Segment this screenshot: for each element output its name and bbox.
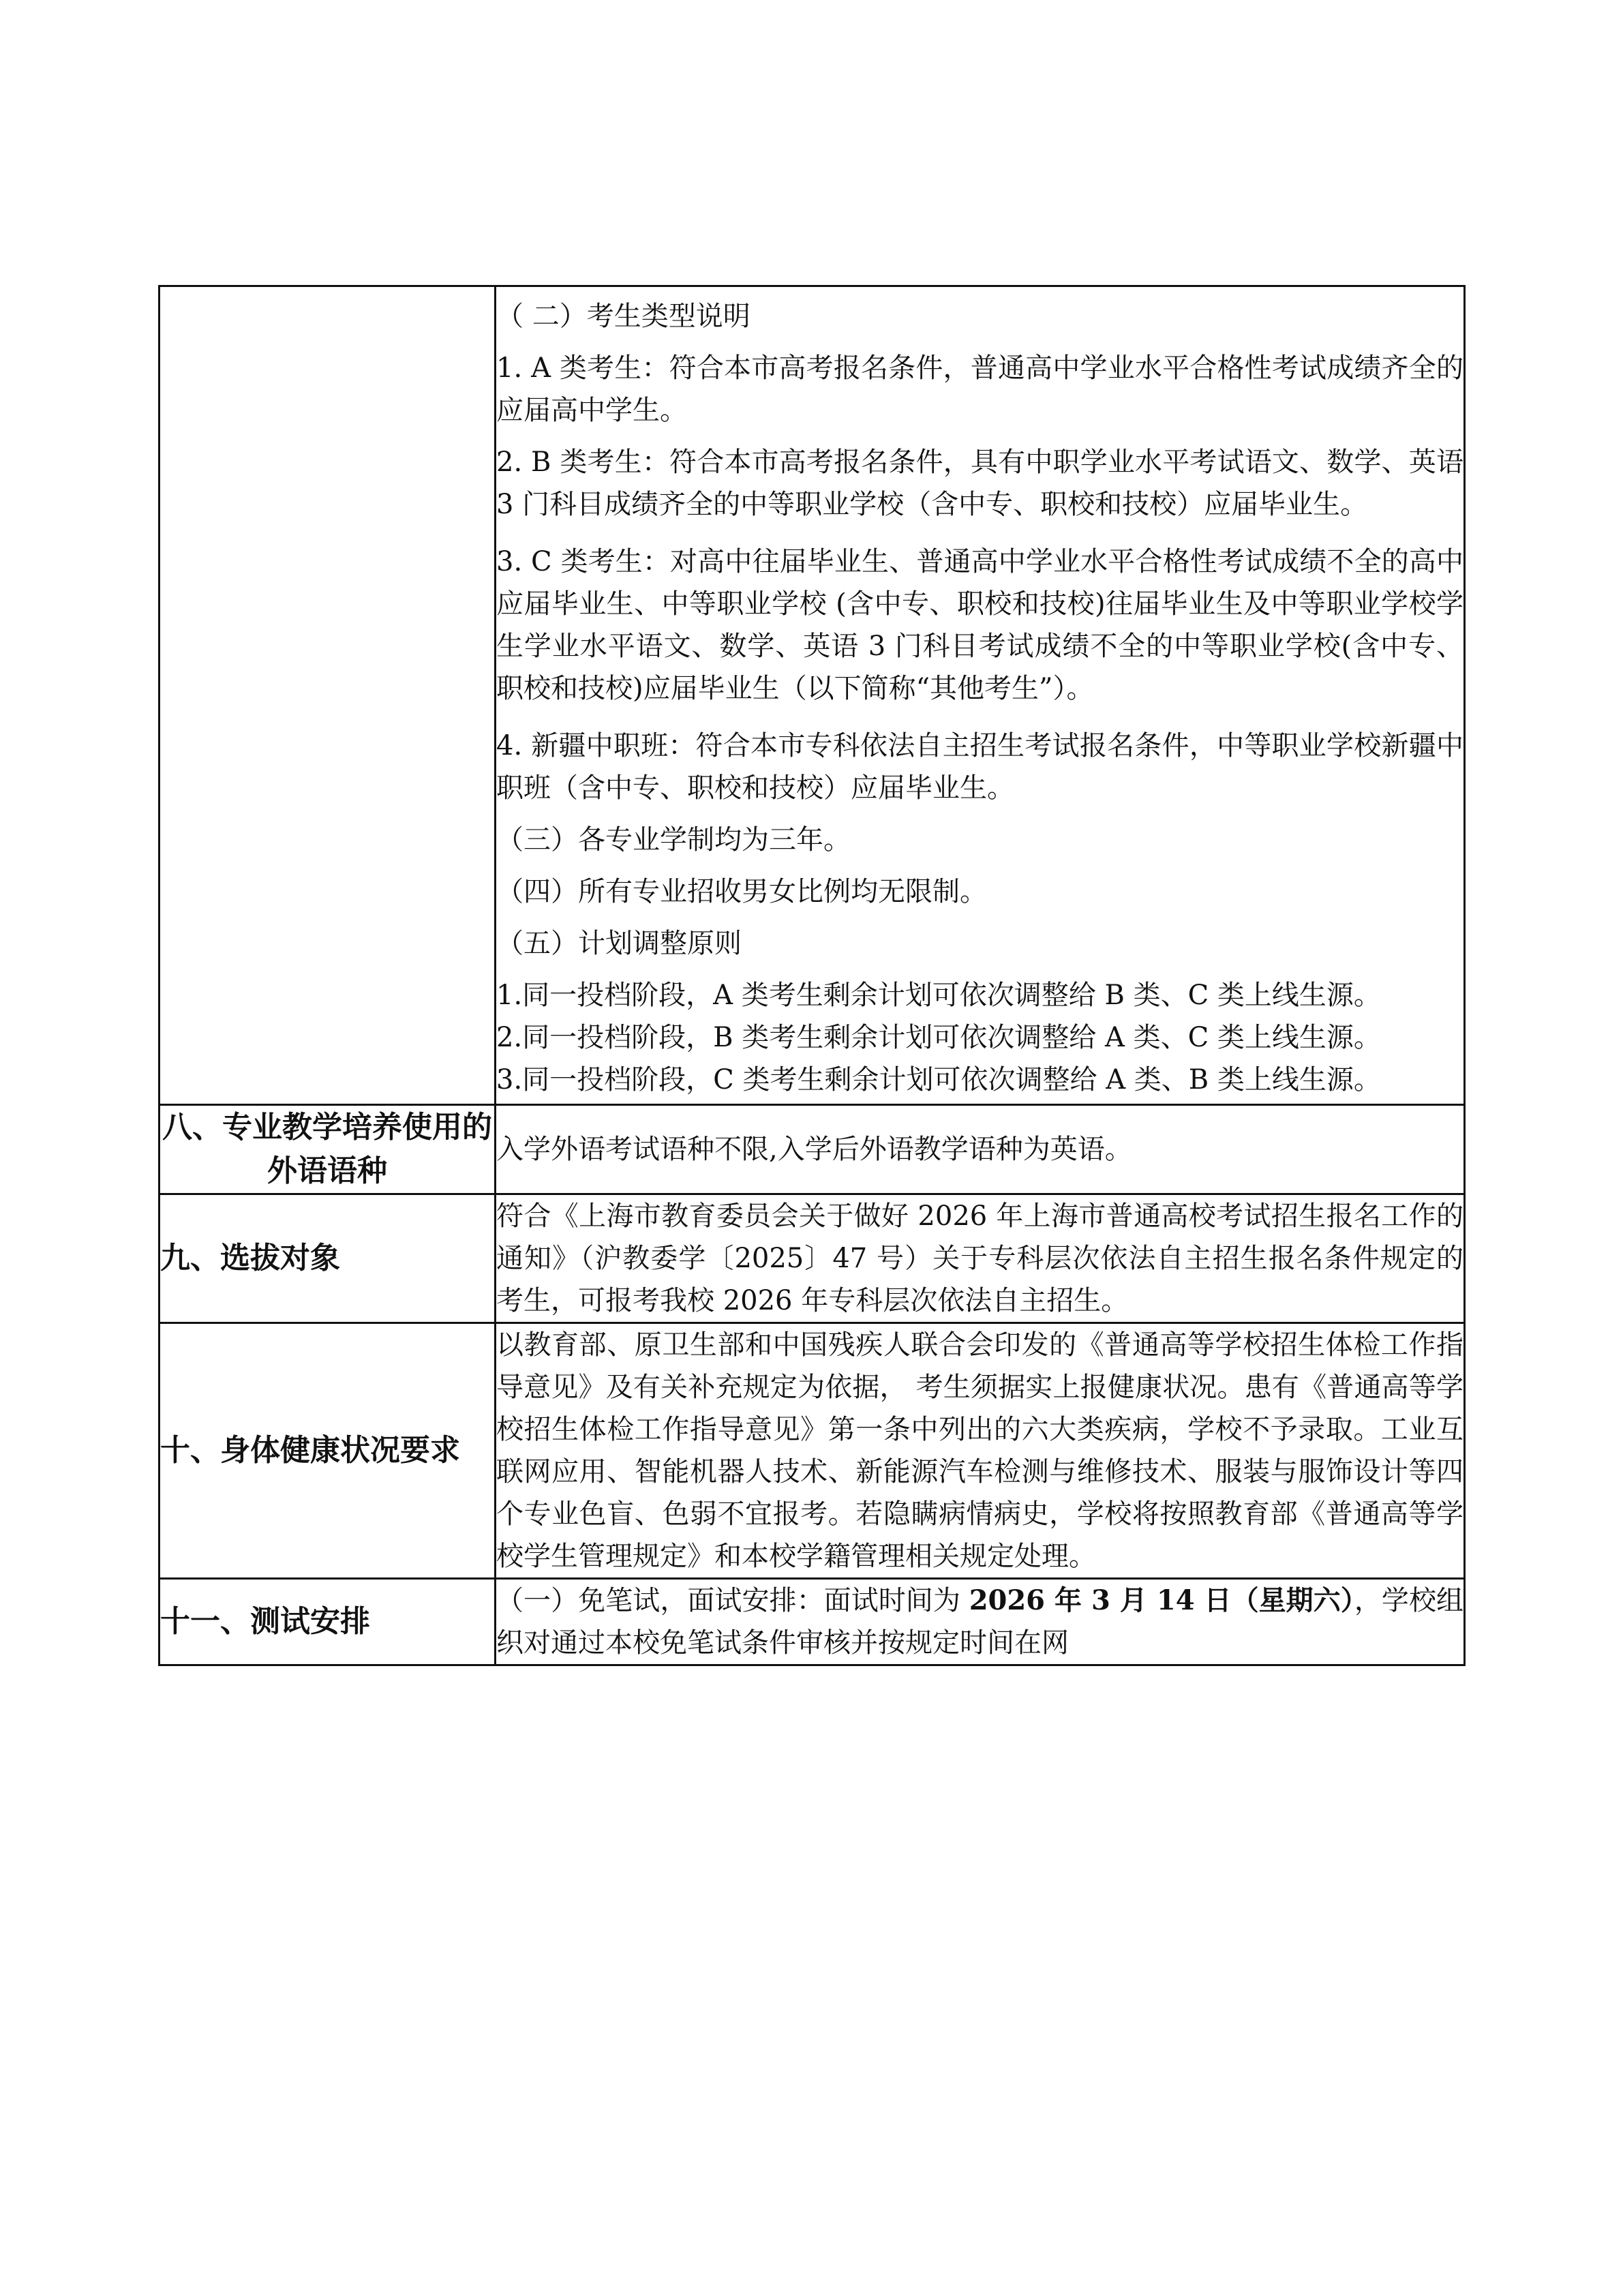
section-point-3: （三）各专业学制均为三年。 <box>496 824 851 856</box>
candidate-type-b: 2. B 类考生：符合本市高考报名条件，具有中职学业水平考试语文、数学、英语 3 门科目成绩齐全的中等职业学校（含中专、职校和技校）应届毕业生。 <box>496 447 1463 520</box>
admission-info-table <box>158 285 1466 1666</box>
section-point-4: （四）所有专业招收男女比例均无限制。 <box>496 876 987 907</box>
health-content: 以教育部、原卫生部和中国残疾人联合会印发的《普通高等学校招生体检工作指导意见》及有关补充规定为依据， 考生须据实上报健康状况。患有《普通高等学校招生体检工作指导意见》第一条中列出的六大类疾病，学校不予录取。工业互联网应用、智能机器人技术、新能源汽车检测与维修技术、服装与服饰设计等四个专业色盲、色弱不宜报考。若隐瞒病情病史，学校将按照教育部《普通高等学校学生管理规定》和本校学籍管理相关规定处理。 <box>496 1323 1465 1579</box>
table-row-language <box>160 1105 1465 1194</box>
empty-label-cell <box>160 286 496 1105</box>
table-row-target <box>160 1194 1465 1323</box>
table-row-test <box>160 1579 1465 1665</box>
section-heading-2: （ 二）考生类型说明 <box>496 301 750 332</box>
test-content-prefix: （一）免笔试，面试安排：面试时间为 <box>496 1585 969 1616</box>
adjustment-rule-2: 2.同一投档阶段，B 类考生剩余计划可依次调整给 A 类、C 类上线生源。 <box>496 1022 1381 1053</box>
health-label: 十、身体健康状况要求 <box>160 1323 496 1579</box>
language-content: 入学外语考试语种不限,入学后外语教学语种为英语。 <box>496 1105 1465 1194</box>
section-point-5: （五）计划调整原则 <box>496 928 742 959</box>
target-content: 符合《上海市教育委员会关于做好 2026 年上海市普通高校考试招生报名工作的通知》（沪教委学〔2025〕47 号）关于专科层次依法自主招生报名条件规定的考生，可报考我校 2026 年专科层次依法自主招生。 <box>496 1194 1465 1323</box>
candidate-type-a: 1. A 类考生：符合本市高考报名条件，普通高中学业水平合格性考试成绩齐全的应届高中学生。 <box>496 352 1463 426</box>
candidate-type-xinjiang: 4. 新疆中职班：符合本市专科依法自主招生考试报名条件，中等职业学校新疆中职班（含中专、职校和技校）应届毕业生。 <box>496 730 1463 804</box>
adjustment-rule-3: 3.同一投档阶段，C 类考生剩余计划可依次调整给 A 类、B 类上线生源。 <box>496 1064 1381 1096</box>
test-content-suffix: ，学校组织对通过本校免笔试条件审核并按规定时间在网 <box>496 1585 1464 1659</box>
target-label: 九、选拔对象 <box>160 1194 496 1323</box>
test-content <box>496 1579 1465 1665</box>
candidate-types-cell <box>496 286 1465 1105</box>
adjustment-rule-1: 1.同一投档阶段，A 类考生剩余计划可依次调整给 B 类、C 类上线生源。 <box>496 980 1381 1011</box>
table-row-health <box>160 1323 1465 1579</box>
test-date: 2026 年 3 月 14 日（星期六） <box>969 1584 1354 1616</box>
language-label: 八、专业教学培养使用的外语语种 <box>160 1105 496 1194</box>
test-label: 十一、测试安排 <box>160 1579 496 1665</box>
candidate-type-c: 3. C 类考生：对高中往届毕业生、普通高中学业水平合格性考试成绩不全的高中应届毕业生、中等职业学校 (含中专、职校和技校)往届毕业生及中等职业学校学生学业水平语文、数学、英语 3 门科目考试成绩不全的中等职业学校(含中专、职校和技校)应届毕业生（以下简称“其他考生”）。 <box>496 546 1463 704</box>
table-row-continued <box>160 286 1465 1105</box>
